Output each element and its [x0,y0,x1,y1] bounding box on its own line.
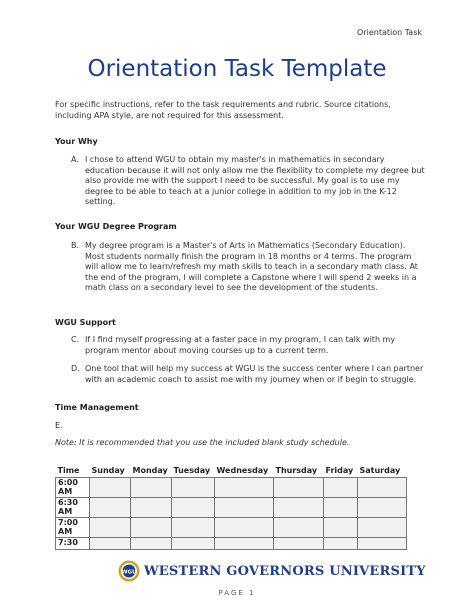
study-schedule-table [55,464,407,550]
table-row [56,498,407,518]
wgu-logo [118,560,426,582]
schedule-cell[interactable] [358,498,407,518]
running-header: Orientation Task [357,28,422,37]
section-heading-program: Your WGU Degree Program [55,222,177,231]
list-item-d [55,364,425,386]
item-marker: D. [71,364,80,373]
schedule-cell[interactable] [358,538,407,550]
section-heading-support: WGU Support [55,318,116,327]
schedule-cell[interactable] [358,518,407,538]
schedule-cell[interactable] [90,498,131,518]
schedule-cell[interactable] [215,498,274,518]
page-title: Orientation Task Template [87,56,387,82]
schedule-cell[interactable] [172,518,215,538]
schedule-cell[interactable] [274,498,324,518]
schedule-cell[interactable] [172,538,215,550]
schedule-cell[interactable] [215,538,274,550]
schedule-cell[interactable] [172,498,215,518]
item-marker: B. [71,241,80,250]
column-header: Thursday [275,466,318,475]
time-cell: 7:00 AM [56,518,90,538]
time-cell: 6:30 AM [56,498,90,518]
schedule-cell[interactable] [90,478,131,498]
section-heading-time: Time Management [55,403,139,412]
section-heading-why: Your Why [55,137,98,146]
schedule-cell[interactable] [90,538,131,550]
schedule-cell[interactable] [324,498,358,518]
schedule-cell[interactable] [131,518,172,538]
column-header: Time [57,466,80,475]
schedule-cell[interactable] [274,538,324,550]
table-header-row [56,464,407,478]
item-marker-e: E. [55,421,63,430]
page-number: PAGE 1 [218,589,256,597]
wgu-wordmark: WESTERN GOVERNORS UNIVERSITY [144,564,426,579]
schedule-cell[interactable] [90,518,131,538]
schedule-cell[interactable] [131,478,172,498]
column-header: Wednesday [216,466,269,475]
item-text: If I find myself progressing at a faster pace in my program, I can talk with my program mentor about moving courses up to a current term. [85,335,396,355]
schedule-cell[interactable] [324,538,358,550]
time-cell: 6:00 AM [56,478,90,498]
schedule-cell[interactable] [215,478,274,498]
schedule-cell[interactable] [172,478,215,498]
intro-paragraph: For specific instructions, refer to the task requirements and rubric. Source citations, including APA style, are not required for this assessment. [55,100,391,120]
schedule-cell[interactable] [215,518,274,538]
schedule-cell[interactable] [274,478,324,498]
schedule-cell[interactable] [131,538,172,550]
column-header: Friday [325,466,354,475]
table-row [56,538,407,550]
table-row [56,478,407,498]
column-header: Sunday [91,466,125,475]
list-item-c [55,335,425,357]
list-item-b [55,241,425,293]
item-text: My degree program is a Master's of Arts in Mathematics (Secondary Education). Most students normally finish the program in 18 months or 4 terms. The program will allow me to learn/refresh my math skills to teach in a secondary math class. At the end of the program, I will complete a Capstone where I will spend 2 weeks in a math class on a secondary level to see the development of the students. [85,241,418,292]
schedule-cell[interactable] [324,478,358,498]
column-header: Tuesday [173,466,211,475]
svg-text:WGU: WGU [121,569,137,576]
item-marker: C. [71,335,80,344]
item-text: One tool that will help my success at WGU is the success center where I can partner with an academic coach to assist me with my journey when or if begin to struggle. [85,364,424,384]
time-cell: 7:30 [56,538,90,550]
column-header: Saturday [359,466,401,475]
schedule-cell[interactable] [358,478,407,498]
wgu-seal-icon [118,560,140,582]
table-row [56,518,407,538]
item-text: I chose to attend WGU to obtain my master's in mathematics in secondary education because it will not only allow me the flexibility to complete my degree but also provide me with the support I need to be successful. My goal is to use my degree to be able to teach at a junior college in addition to my job in the K-12 setting. [85,155,425,206]
schedule-note: Note: It is recommended that you use the included blank study schedule. [55,438,350,447]
schedule-cell[interactable] [131,498,172,518]
column-header: Monday [132,466,168,475]
schedule-cell[interactable] [274,518,324,538]
item-marker: A. [71,155,79,164]
schedule-cell[interactable] [324,518,358,538]
list-item-a [55,155,425,206]
